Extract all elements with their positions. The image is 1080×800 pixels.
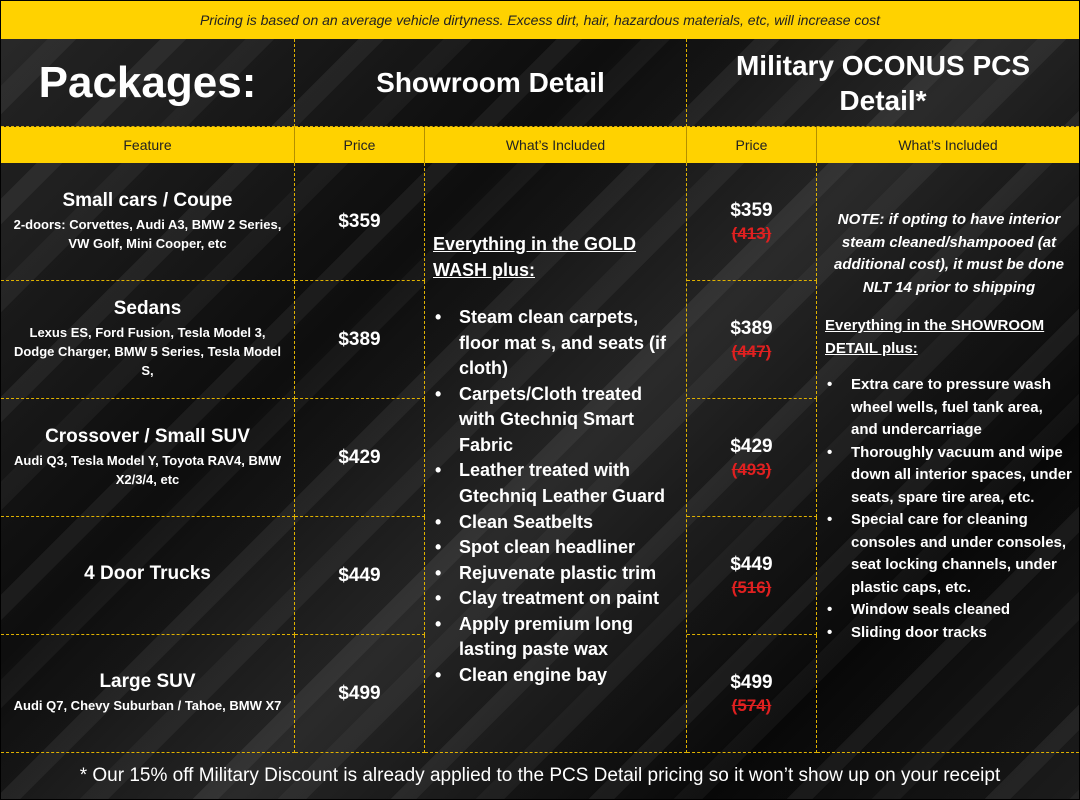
pcs-price-cell bbox=[687, 399, 817, 517]
showroom-header bbox=[295, 39, 687, 127]
showroom-price: $429 bbox=[338, 446, 381, 468]
feature-name: Sedans bbox=[113, 298, 182, 320]
table-row-feature bbox=[1, 281, 295, 399]
showroom-price-cell bbox=[295, 635, 425, 753]
list-item: • Apply premium long lasting paste wax bbox=[433, 612, 678, 663]
list-item: • Clean Seatbelts bbox=[433, 510, 678, 536]
feature-desc: Audi Q3, Tesla Model Y, Toyota RAV4, BMW X2/3/4, etc bbox=[13, 452, 281, 487]
showroom-price-cell bbox=[295, 399, 425, 517]
list-item: • Rejuvenate plastic trim bbox=[433, 561, 678, 587]
pcs-price-cell bbox=[687, 517, 817, 635]
list-item: • Steam clean carpets, floor mat s, and seats (if cloth) bbox=[433, 305, 678, 382]
table-row-feature bbox=[1, 163, 295, 281]
pcs-price: $429 bbox=[730, 435, 773, 457]
pcs-included-intro: Everything in the SHOWROOM DETAIL plus: bbox=[825, 317, 1045, 357]
list-item: • Clay treatment on paint bbox=[433, 586, 678, 612]
feature-name: Crossover / Small SUV bbox=[45, 425, 250, 447]
list-item: • Thoroughly vacuum and wipe down all interior spaces, under seats, spare tire area, etc. bbox=[825, 442, 1073, 510]
pcs-included bbox=[817, 163, 1079, 753]
feature-desc: Lexus ES, Ford Fusion, Tesla Model 3, Dodge Charger, BMW 5 Series, Tesla Model S, bbox=[13, 325, 282, 378]
feature-name: Large SUV bbox=[99, 671, 196, 693]
pcs-header bbox=[687, 39, 1079, 127]
pcs-price-cell bbox=[687, 635, 817, 753]
feature-name: 4 Door Trucks bbox=[84, 562, 211, 584]
list-item: • Sliding door tracks bbox=[825, 622, 1073, 645]
table-row-feature bbox=[1, 399, 295, 517]
showroom-price: $389 bbox=[338, 328, 381, 350]
list-item: • Leather treated with Gtechniq Leather Guard bbox=[433, 458, 678, 509]
list-item: • Clean engine bay bbox=[433, 663, 678, 689]
table-row-feature bbox=[1, 635, 295, 753]
pricing-notice: Pricing is based on an average vehicle dirtyness. Excess dirt, hair, hazardous materials, etc, will increase cost bbox=[1, 1, 1079, 39]
pcs-included-list bbox=[825, 374, 1073, 644]
pcs-original-price: (447) bbox=[731, 341, 772, 361]
list-item: • Carpets/Cloth treated with Gtechniq Smart Fabric bbox=[433, 382, 678, 459]
showroom-price: $449 bbox=[338, 564, 381, 586]
pcs-title: Military OCONUS PCS Detail* bbox=[735, 49, 1031, 116]
pcs-price-cell bbox=[687, 163, 817, 281]
pcs-original-price: (493) bbox=[731, 459, 772, 479]
showroom-price-cell bbox=[295, 281, 425, 399]
showroom-included bbox=[425, 163, 687, 753]
pcs-price: $449 bbox=[730, 553, 773, 575]
pcs-price: $499 bbox=[730, 671, 773, 693]
list-item: • Extra care to pressure wash wheel wells, fuel tank area, and undercarriage bbox=[825, 374, 1073, 442]
showroom-price: $499 bbox=[338, 682, 381, 704]
pcs-original-price: (413) bbox=[731, 223, 772, 243]
list-item: • Window seals cleaned bbox=[825, 599, 1073, 622]
feature-desc: Audi Q7, Chevy Suburban / Tahoe, BMW X7 bbox=[13, 698, 282, 714]
pcs-original-price: (516) bbox=[731, 577, 772, 597]
pcs-price: $359 bbox=[730, 199, 773, 221]
table-row-feature bbox=[1, 517, 295, 635]
page-title: Packages: bbox=[38, 57, 257, 107]
col-price-showroom: Price bbox=[295, 127, 425, 163]
pcs-price-cell bbox=[687, 281, 817, 399]
showroom-price-cell bbox=[295, 517, 425, 635]
pcs-note: NOTE: if opting to have interior steam cleaned/shampooed (at additional cost), it must be done NLT 14 prior to shipping bbox=[833, 211, 1064, 296]
feature-desc: 2-doors: Corvettes, Audi A3, BMW 2 Series, VW Golf, Mini Cooper, etc bbox=[13, 216, 282, 251]
showroom-price: $359 bbox=[338, 210, 381, 232]
packages-table bbox=[1, 39, 1079, 753]
col-included-showroom: What’s Included bbox=[425, 127, 687, 163]
pcs-original-price: (574) bbox=[731, 695, 772, 715]
showroom-included-intro: Everything in the GOLD WASH plus: bbox=[433, 234, 637, 281]
list-item: • Spot clean headliner bbox=[433, 535, 678, 561]
showroom-price-cell bbox=[295, 163, 425, 281]
col-included-pcs: What’s Included bbox=[817, 127, 1079, 163]
military-discount-footnote: * Our 15% off Military Discount is already applied to the PCS Detail pricing so it won’t show up on your receipt bbox=[79, 765, 1001, 786]
col-feature: Feature bbox=[1, 127, 295, 163]
col-price-pcs: Price bbox=[687, 127, 817, 163]
showroom-title: Showroom Detail bbox=[376, 67, 605, 98]
packages-title-cell bbox=[1, 39, 295, 127]
feature-name: Small cars / Coupe bbox=[62, 189, 233, 211]
showroom-included-list bbox=[433, 305, 678, 688]
pcs-price: $389 bbox=[730, 317, 773, 339]
list-item: • Special care for cleaning consoles and under consoles, seat locking channels, under plastic caps, etc. bbox=[825, 509, 1073, 599]
